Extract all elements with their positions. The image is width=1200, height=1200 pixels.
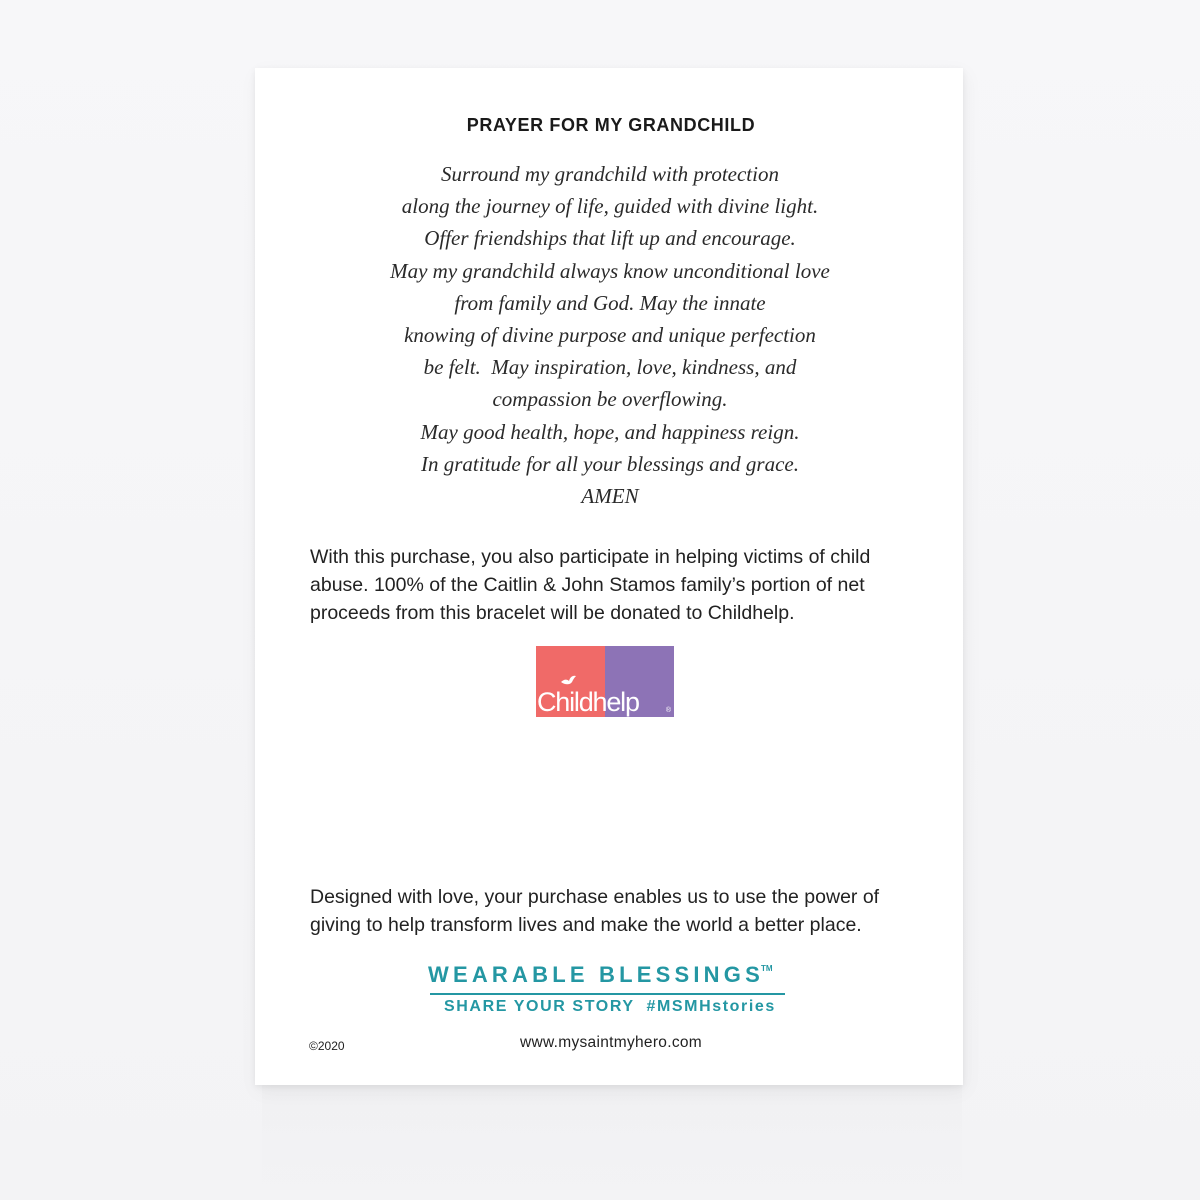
donation-paragraph: With this purchase, you also participate in helping victims of child abuse. 100% of the Caitlin & John Stamos family’s portion of net proceeds from this bracelet will be donated to Childhelp. [310, 546, 871, 624]
prayer-amen: AMEN [581, 484, 639, 509]
website-link[interactable]: www.mysaintmyhero.com [520, 1034, 703, 1051]
prayer-text [310, 158, 910, 512]
prayer-line: Surround my grandchild with protection [441, 162, 779, 186]
prayer-title: PRAYER FOR MY GRANDCHILD [466, 115, 756, 135]
prayer-line: be felt. May inspiration, love, kindness, and [423, 355, 797, 380]
registered-mark: ® [665, 707, 671, 714]
copyright-notice: ©2020 [309, 1039, 345, 1053]
prayer-line: May good health, hope, and happiness reign. [420, 419, 800, 444]
prayer-line: May my grandchild always know unconditional love [390, 258, 830, 283]
card-shadow [262, 1085, 962, 1195]
prayer-line: from family and God. May the innate [454, 290, 766, 315]
childhelp-logo [536, 646, 674, 717]
logo-wordmark: Childhelp [537, 687, 639, 717]
brand-divider [430, 993, 785, 995]
prayer-line: compassion be overflowing. [492, 387, 728, 412]
trademark-mark: TM [760, 964, 773, 973]
brand-tagline: SHARE YOUR STORY #MSMHstories [444, 998, 776, 1015]
prayer-line: along the journey of life, guided with divine light. [401, 194, 819, 219]
prayer-line: Offer friendships that lift up and encourage. [424, 226, 796, 251]
dove-icon [560, 675, 578, 687]
prayer-line: In gratitude for all your blessings and grace. [421, 451, 799, 476]
prayer-line: knowing of divine purpose and unique perfection [404, 323, 816, 348]
brand-name [428, 962, 776, 988]
mission-paragraph: Designed with love, your purchase enables us to use the power of giving to help transform lives and make the world a better place. [310, 886, 880, 936]
brand-wordmark: WEARABLE BLESSINGS [428, 962, 764, 987]
